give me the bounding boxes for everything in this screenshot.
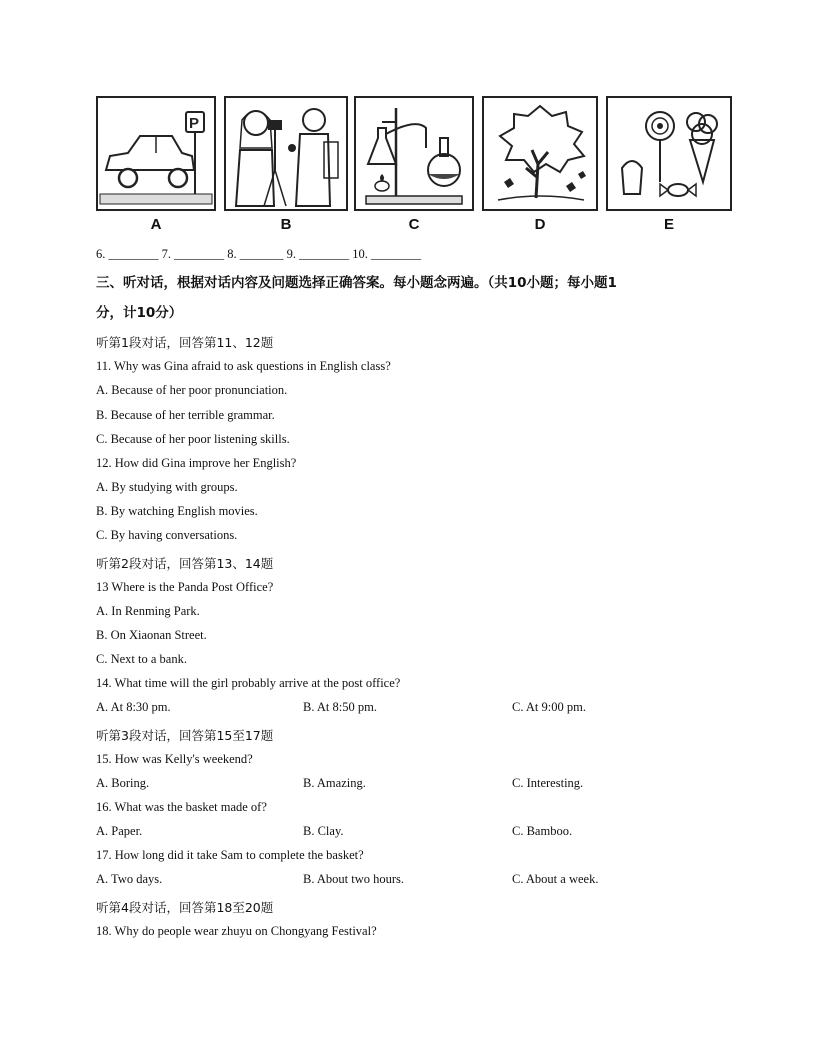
picture-a-letter: A: [150, 216, 162, 233]
option-14a: A. At 8:30 pm.: [96, 700, 171, 714]
picture-e-letter: E: [663, 216, 674, 233]
option-15c: C. Interesting.: [512, 776, 584, 790]
picture-a: [96, 96, 216, 246]
q14-options: [96, 700, 736, 718]
option-11b: B. Because of her terrible grammar.: [96, 408, 275, 422]
option-17b: B. About two hours.: [303, 872, 405, 886]
picture-d-letter: D: [534, 216, 546, 233]
svg-text:P: P: [189, 115, 200, 132]
section-heading-line2: 分，计10分）: [96, 305, 183, 321]
option-15b: B. Amazing.: [303, 776, 366, 790]
option-14c: C. At 9:00 pm.: [512, 700, 586, 714]
lab-flask-icon: [356, 98, 472, 209]
question-15: 15. How was Kelly's weekend?: [96, 752, 253, 766]
part-label-2: 听第2段对话，回答第13、14题: [96, 556, 274, 571]
picture-b: [224, 96, 348, 246]
tree-icon: [484, 98, 596, 209]
option-16a: A. Paper.: [96, 824, 143, 838]
picture-d-frame: [482, 96, 598, 211]
option-17c: C. About a week.: [512, 872, 599, 886]
q17-options: [96, 872, 736, 890]
sweets-icon: [608, 98, 730, 209]
option-12c: C. By having conversations.: [96, 528, 238, 542]
question-14: 14. What time will the girl probably arrive at the post office?: [96, 676, 401, 690]
option-11a: A. Because of her poor pronunciation.: [96, 383, 288, 397]
q15-options: [96, 776, 736, 794]
picture-strip: [96, 96, 736, 246]
question-12: 12. How did Gina improve her English?: [96, 456, 297, 470]
section-heading-line1: 三、听对话，根据对话内容及问题选择正确答案。每小题念两遍。（共10小题；每小题1: [96, 275, 617, 291]
option-13a: A. In Renming Park.: [96, 604, 200, 618]
option-16b: B. Clay.: [303, 824, 344, 838]
question-16: 16. What was the basket made of?: [96, 800, 267, 814]
option-14b: B. At 8:50 pm.: [303, 700, 377, 714]
option-12b: B. By watching English movies.: [96, 504, 258, 518]
picture-d: [482, 96, 598, 246]
part-label-3: 听第3段对话，回答第15至17题: [96, 728, 274, 743]
picture-e: [606, 96, 732, 246]
picture-c-frame: [354, 96, 474, 211]
reporter-icon: [226, 98, 346, 209]
option-15a: A. Boring.: [96, 776, 150, 790]
picture-a-frame: [96, 96, 216, 211]
picture-b-frame: [224, 96, 348, 211]
option-13c: C. Next to a bank.: [96, 652, 187, 666]
q16-options: [96, 824, 736, 842]
question-13: 13 Where is the Panda Post Office?: [96, 580, 274, 594]
option-13b: B. On Xiaonan Street.: [96, 628, 207, 642]
picture-e-frame: [606, 96, 732, 211]
answer-blanks: 6. ________ 7. ________ 8. _______ 9. ________ 10. ________: [96, 247, 421, 261]
picture-c: [354, 96, 474, 246]
question-11: 11. Why was Gina afraid to ask questions in English class?: [96, 359, 391, 373]
question-18: 18. Why do people wear zhuyu on Chongyang Festival?: [96, 924, 377, 938]
picture-b-letter: B: [280, 216, 292, 233]
option-17a: A. Two days.: [96, 872, 163, 886]
question-17: 17. How long did it take Sam to complete the basket?: [96, 848, 364, 862]
option-16c: C. Bamboo.: [512, 824, 573, 838]
part-label-4: 听第4段对话，回答第18至20题: [96, 900, 274, 915]
picture-c-letter: C: [408, 216, 420, 233]
option-12a: A. By studying with groups.: [96, 480, 238, 494]
car-icon: [98, 98, 214, 209]
part-label-1: 听第1段对话，回答第11、12题: [96, 335, 274, 350]
option-11c: C. Because of her poor listening skills.: [96, 432, 290, 446]
